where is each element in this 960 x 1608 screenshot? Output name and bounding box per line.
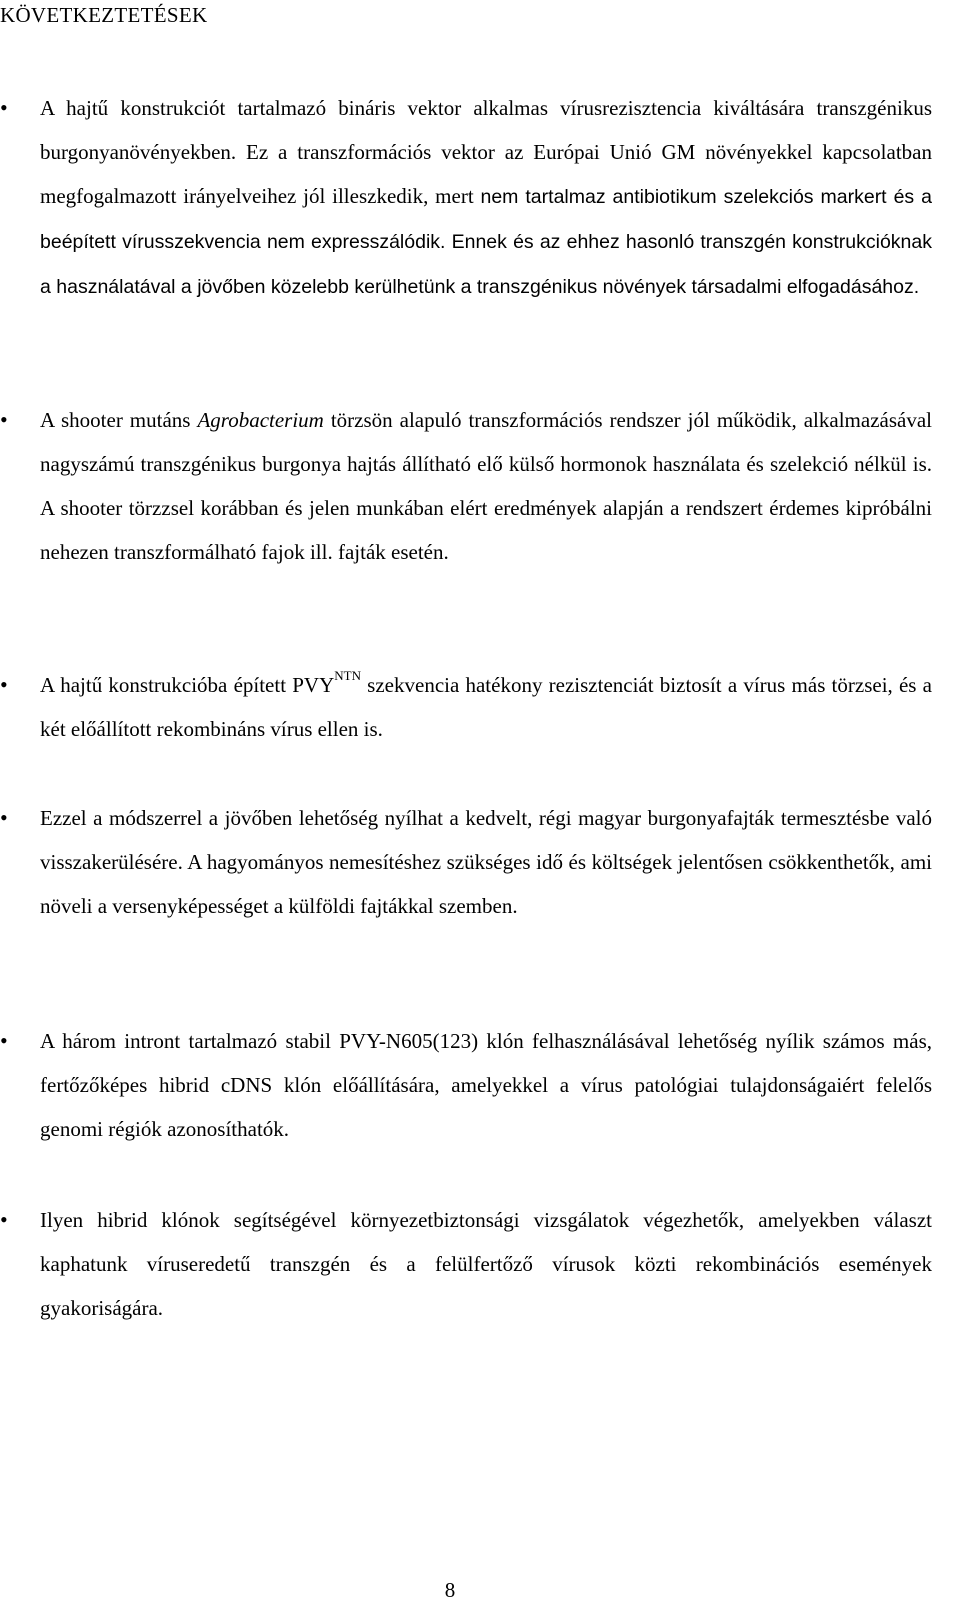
conclusion-item-3 bbox=[40, 663, 932, 751]
conclusion-text: szekvencia hatékony rezisztenciát biztosít a vírus más törzsei, és a két előállított rekombináns vírus ellen is. bbox=[40, 673, 932, 741]
species-name: Agrobacterium bbox=[197, 408, 324, 432]
section-heading: KÖVETKEZTETÉSEK bbox=[0, 3, 208, 27]
conclusion-item-2 bbox=[40, 398, 932, 574]
conclusion-item-1 bbox=[40, 86, 932, 309]
conclusion-item-5 bbox=[40, 1019, 932, 1151]
conclusion-text: Ezzel a módszerrel a jövőben lehetőség nyílhat a kedvelt, régi magyar burgonyafajták termesztésbe való visszakerülésére. A hagyományos nemesítéshez szükséges idő és költségek jelentősen csökkenthetők, ami növeli a versenyképességet a külföldi fajtákkal szemben. bbox=[40, 806, 932, 918]
conclusion-text: Ilyen hibrid klónok segítségével környezetbiztonsági vizsgálatok végezhetők, amelyekben választ kaphatunk víruseredetű transzgén és a felülfertőző vírusok közti rekombinációs események gyakoriságára. bbox=[40, 1208, 932, 1320]
conclusion-text: A shooter mutáns bbox=[40, 408, 198, 432]
conclusion-text: A hajtű konstrukcióba épített PVY bbox=[40, 673, 335, 697]
conclusion-item-6 bbox=[40, 1198, 932, 1330]
strain-superscript: NTN bbox=[334, 668, 361, 683]
conclusion-text: törzsön alapuló transzformációs rendszer jól működik, alkalmazásával nagyszámú transzgénikus burgonya hajtás állítható elő külső hormonok használata és szelekció nélkül is. A shooter törzzsel korábban és jelen munkában elért eredmények alapján a rendszert érdemes kipróbálni nehezen transzformálható fajok ill. fajták esetén. bbox=[40, 408, 932, 564]
conclusion-item-4 bbox=[40, 796, 932, 928]
conclusion-text: A három intront tartalmazó stabil PVY-N605(123) klón felhasználásával lehetőség nyílik számos más, fertőzőképes hibrid cDNS klón előállítására, amelyekkel a vírus patológiai tulajdonságaiért felelős genomi régiók azonosíthatók. bbox=[40, 1029, 932, 1141]
conclusion-text: A hajtű konstrukciót tartalmazó bináris vektor alkalmas vírusrezisztencia kiváltására transzgénikus burgonyanövényekben. Ez a transzformációs vektor az Európai Unió GM növényekkel kapcsolatban megfogalmazott irányelveihez jól illeszkedik, mert bbox=[40, 96, 932, 208]
conclusion-text-sans: nem tartalmaz antibiotikum szelekciós markert és a beépített vírusszekvencia nem expresszálódik. Ennek és az ehhez hasonló transzgén konstrukcióknak a használatával a jövőben közelebb kerülhetünk a transzgénikus növények társadalmi elfogadásához. bbox=[40, 186, 932, 298]
page-number: 8 bbox=[444, 1578, 456, 1602]
